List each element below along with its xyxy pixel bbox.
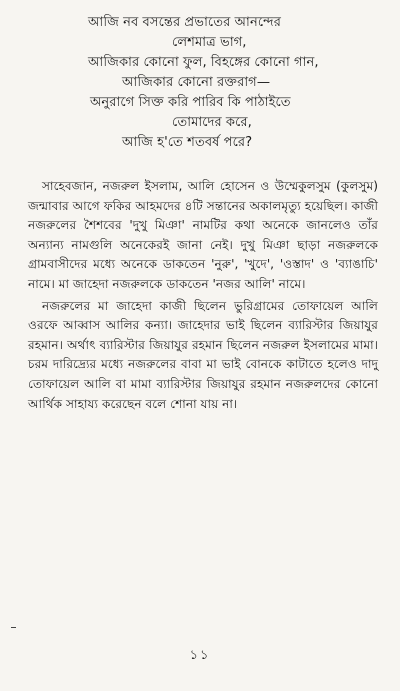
prose-body [28,177,378,416]
poem-line: অনুরাগে সিক্ত করি পারিব কি পাঠাইতে [90,95,291,110]
poem-line: আজি হ'তে শতবর্ষ পরে? [122,135,253,150]
paragraph: সাহেবজান, নজরুল ইসলাম, আলি হোসেন ও উম্মেকুলসুম (কুলসুম) জন্মাবার আগে ফকির আহমদের ৪টি সন্তানের অকালমৃত্যু হয়েছিল। কাজী নজরুলের শৈশবের 'দুখু মিঞা' নামটির কথা অনেকে জানলেও তাঁর অন্যান্য নামগুলি অনেকেরই জানা নেই। দুখু মিঞা ছাড়া নজরুলকে গ্রামবাসীদের মধ্যে অনেকে ডাকতেন 'নুরু', 'খুদে', 'ওস্তাদ' ও 'ব্যাঙাচি' নামে। মা জাহেদা নজরুলকে ডাকতেন 'নজর আলি' নামে। [28,179,378,291]
poem-line: তোমাদের করে, [172,115,252,130]
margin-mark [11,627,16,628]
poem-line: আজি নব বসন্তের প্রভাতের আনন্দের [88,15,281,30]
poem-line: লেশমাত্র ভাগ, [172,35,247,50]
poem-line: আজিকার কোনো ফুল, বিহঙ্গের কোনো গান, [88,55,319,70]
paragraph: নজরুলের মা জাহেদা কাজী ছিলেন ভুরিগ্রামের তোফায়েল আলি ওরফে আব্বাস আলির কন্যা। জাহেদার ভাই ছিলেন ব্যারিস্টার জিয়াযুর রহমান। অর্থাৎ ব্যারিস্টার জিয়াযুর রহমান ছিলেন নজরুল ইসলামের মামা। চরম দারিদ্র্যের মধ্যে নজরুলের বাবা মা ভাই বোনকে কাটাতে হলেও দাদু তোফায়েল আলি বা মামা ব্যারিস্টার জিয়াযুর রহমান নজরুলদের কোনো আর্থিক সাহায্য করেছেন বলে শোনা যায় না। [28,298,378,411]
poem-line: আজিকার কোনো রক্তরাগ— [122,75,271,90]
page-number: ১১ [189,648,211,663]
